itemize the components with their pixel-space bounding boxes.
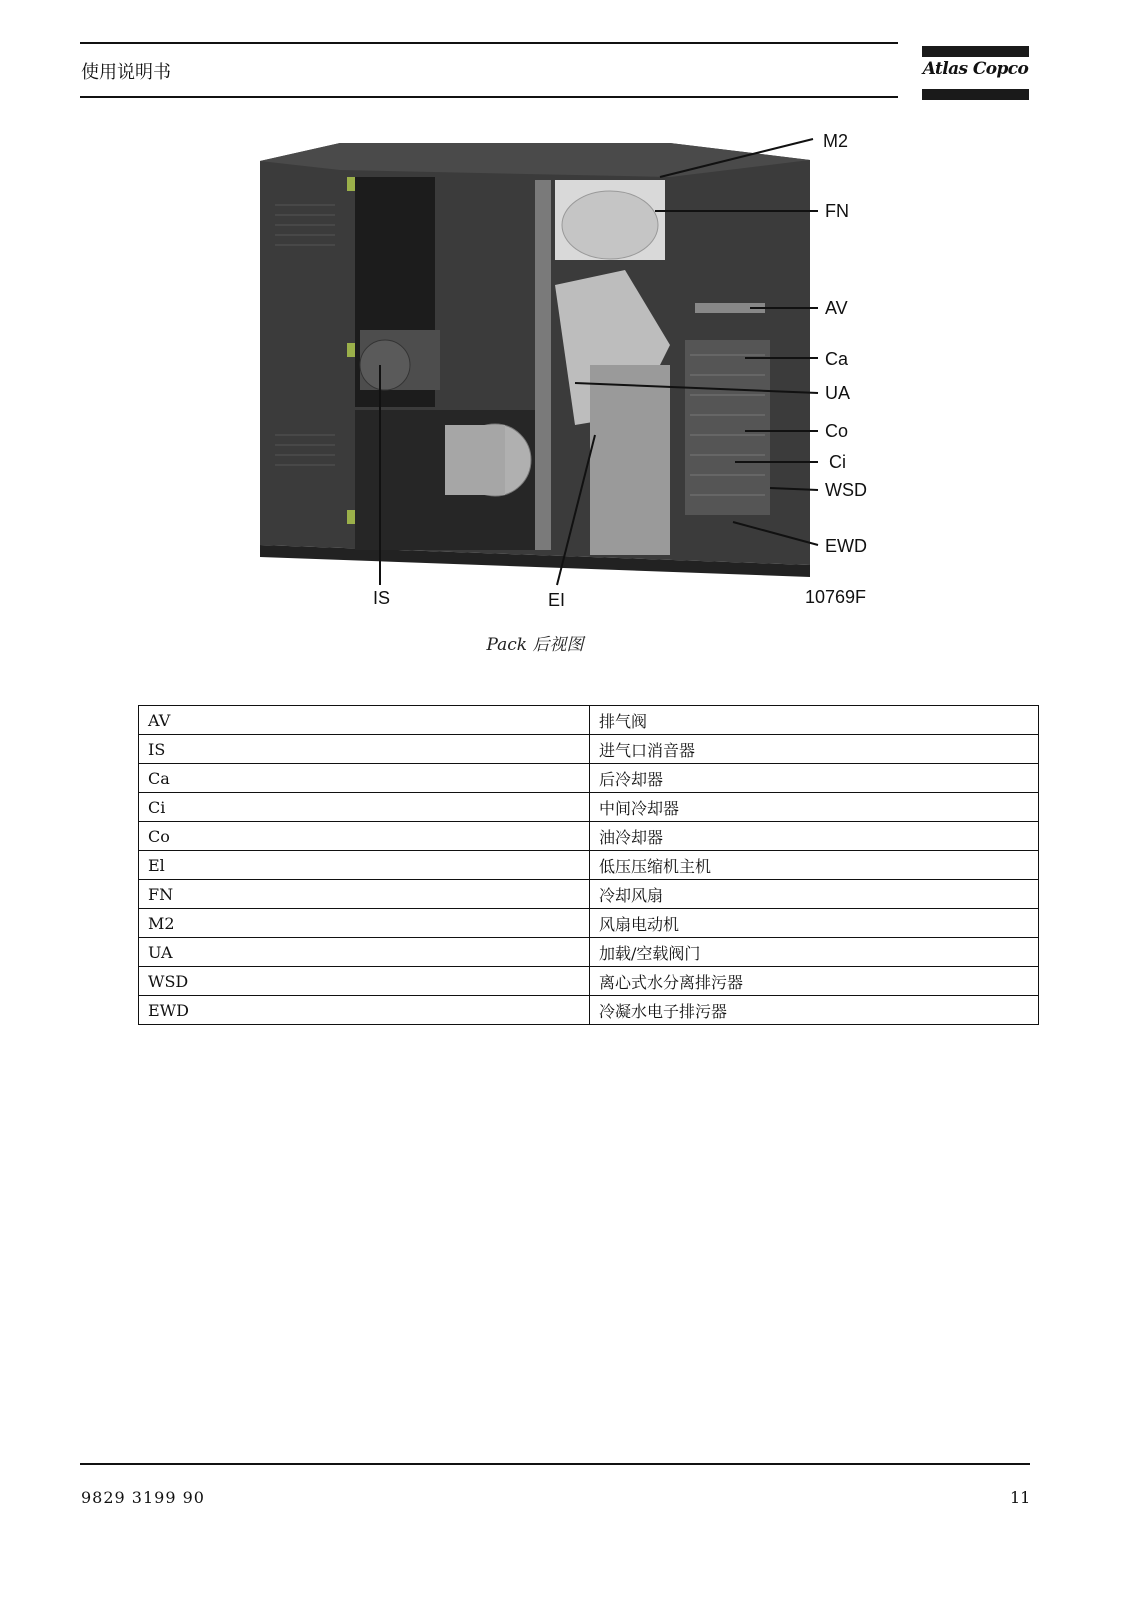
legend-row bbox=[139, 706, 1039, 735]
callout-AV: AV bbox=[825, 298, 848, 318]
legend-desc: 风扇电动机 bbox=[590, 909, 1039, 938]
legend-row bbox=[139, 880, 1039, 909]
logo-bottom-bar bbox=[922, 89, 1029, 100]
hinge bbox=[347, 177, 355, 191]
legend-desc: 低压压缩机主机 bbox=[590, 851, 1039, 880]
callout-WSD: WSD bbox=[825, 480, 867, 500]
compressor-rear-view-figure bbox=[255, 125, 895, 620]
legend-row bbox=[139, 793, 1039, 822]
callout-EI: EI bbox=[548, 590, 566, 610]
legend-desc: 冷却风扇 bbox=[590, 880, 1039, 909]
center-post bbox=[535, 180, 551, 550]
figure-id: 10769F bbox=[805, 587, 867, 607]
callout-Co: Co bbox=[825, 421, 849, 441]
callout-IS: IS bbox=[373, 588, 391, 608]
legend-desc: 排气阀 bbox=[590, 706, 1039, 735]
legend-code: EWD bbox=[139, 996, 590, 1025]
silencer-flange bbox=[360, 340, 410, 390]
logo-top-bar bbox=[922, 46, 1029, 57]
figure-caption: Pack 后视图 bbox=[486, 635, 584, 655]
callout-Ci: Ci bbox=[829, 452, 846, 472]
logo-text: Atlas Copco bbox=[922, 59, 1029, 79]
header-bottom-rule bbox=[80, 96, 898, 98]
callout-Ca: Ca bbox=[825, 349, 849, 369]
hinge bbox=[347, 343, 355, 357]
callout-EWD: EWD bbox=[825, 536, 867, 556]
cooler-block bbox=[685, 340, 770, 515]
legend-code: UA bbox=[139, 938, 590, 967]
legend-row bbox=[139, 909, 1039, 938]
legend-code: AV bbox=[139, 706, 590, 735]
legend-desc: 加载/空载阀门 bbox=[590, 938, 1039, 967]
legend-code: Ci bbox=[139, 793, 590, 822]
callout-M2: M2 bbox=[823, 131, 849, 151]
legend-desc: 中间冷却器 bbox=[590, 793, 1039, 822]
legend-code: FN bbox=[139, 880, 590, 909]
hinge bbox=[347, 510, 355, 524]
legend-code: IS bbox=[139, 735, 590, 764]
callout-UA: UA bbox=[825, 383, 851, 403]
atlas-copco-logo bbox=[922, 46, 1029, 100]
document-number: 9829 3199 90 bbox=[81, 1488, 205, 1507]
page-number: 11 bbox=[1010, 1488, 1031, 1507]
legend-code: Ca bbox=[139, 764, 590, 793]
legend-table bbox=[138, 705, 1039, 1025]
motor-body bbox=[445, 425, 505, 495]
legend-desc: 离心式水分离排污器 bbox=[590, 967, 1039, 996]
legend-row bbox=[139, 851, 1039, 880]
legend-code: Co bbox=[139, 822, 590, 851]
document-title: 使用说明书 bbox=[81, 62, 171, 83]
legend-desc: 进气口消音器 bbox=[590, 735, 1039, 764]
legend-row bbox=[139, 764, 1039, 793]
legend-code: El bbox=[139, 851, 590, 880]
legend-desc: 冷凝水电子排污器 bbox=[590, 996, 1039, 1025]
footer-rule bbox=[80, 1463, 1030, 1465]
legend-code: M2 bbox=[139, 909, 590, 938]
legend-desc: 油冷却器 bbox=[590, 822, 1039, 851]
legend-row bbox=[139, 735, 1039, 764]
legend-body bbox=[139, 706, 1039, 1025]
fan-wheel bbox=[562, 191, 658, 259]
legend-code: WSD bbox=[139, 967, 590, 996]
legend-desc: 后冷却器 bbox=[590, 764, 1039, 793]
legend-row bbox=[139, 996, 1039, 1025]
header-top-rule bbox=[80, 42, 898, 44]
callout-FN: FN bbox=[825, 201, 849, 221]
compressor-element bbox=[590, 365, 670, 555]
legend-row bbox=[139, 822, 1039, 851]
legend-row bbox=[139, 938, 1039, 967]
legend-row bbox=[139, 967, 1039, 996]
